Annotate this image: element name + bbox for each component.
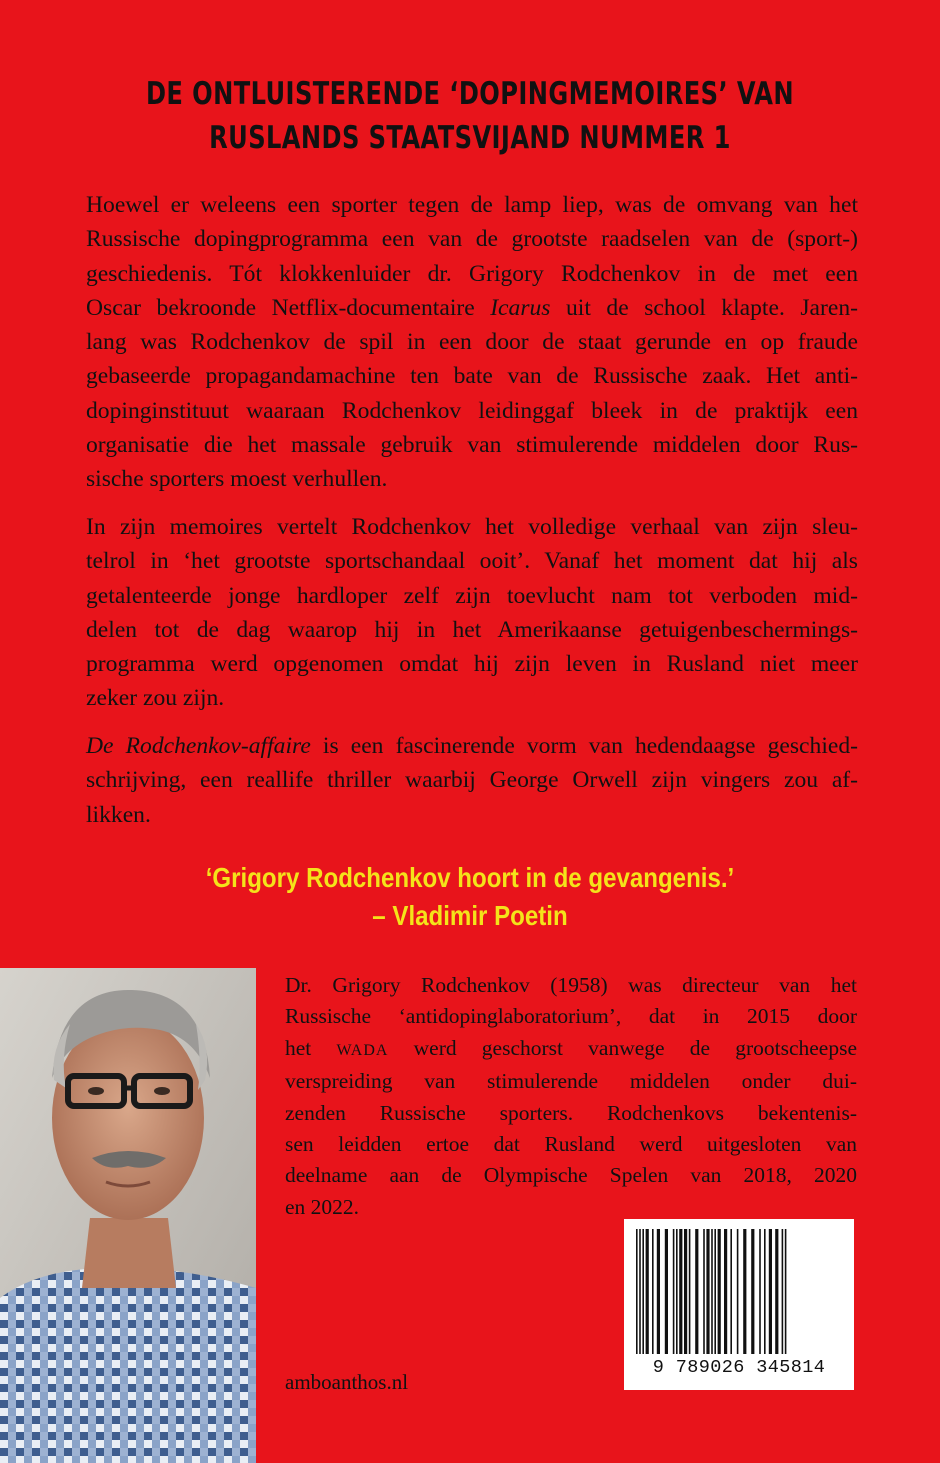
barcode-bars	[634, 1229, 844, 1354]
paragraph-memoir	[86, 510, 858, 716]
barcode-bar	[676, 1229, 678, 1354]
barcode-bar	[642, 1229, 644, 1354]
bio-line: en 2022.	[285, 1194, 360, 1219]
barcode-bar	[759, 1229, 761, 1354]
headline	[103, 72, 836, 160]
bio-line	[285, 1033, 857, 1066]
text-line: likken.	[86, 801, 151, 828]
wada-abbreviation: WADA	[336, 1041, 389, 1059]
text-line: telrol in ‘het grootste sportschandaal ooit’. Vanaf het moment dat hij als	[86, 548, 858, 575]
barcode-bar	[679, 1229, 682, 1354]
paragraph-summary	[86, 729, 858, 832]
author-photo	[0, 968, 256, 1463]
text-line: programma werd opgenomen omdat hij zijn leven in Rusland niet meer	[86, 651, 858, 678]
barcode-bar	[652, 1229, 654, 1354]
headline-line-2: RUSLANDS STAATSVIJAND NUMMER 1	[209, 120, 731, 156]
barcode-bar	[764, 1229, 766, 1354]
barcode-bar	[724, 1229, 727, 1354]
barcode-bar	[743, 1229, 746, 1354]
text-line: sische sporters moest verhullen.	[86, 466, 388, 493]
isbn-number: 9 789026 345814	[632, 1357, 846, 1378]
text-segment: uit de school klapte. Jaren-	[550, 294, 858, 321]
barcode-bar	[775, 1229, 778, 1354]
text-segment: is een fascinerende vorm van hedendaagse geschied-	[310, 733, 858, 759]
text-line: schrijving, een reallife thriller waarbij George Orwell zijn vingers zou af-	[86, 767, 858, 794]
text-line	[86, 291, 858, 325]
text-line: dopinginstituut waaraan Rodchenkov leidinggaf bleek in de praktijk een	[86, 397, 858, 424]
barcode-bar	[718, 1229, 721, 1354]
author-bio	[285, 970, 857, 1223]
barcode-bar	[782, 1229, 784, 1354]
text-line: Hoewel er weleens een sporter tegen de lamp liep, was de omvang van het	[86, 192, 858, 218]
bio-line: sen leidden ertoe dat Rusland werd uitgesloten van	[285, 1132, 857, 1157]
text-line: zeker zou zijn.	[86, 685, 225, 712]
barcode-bar	[737, 1229, 739, 1354]
bio-line: Russische ‘antidopinglaboratorium’, dat in 2015 door	[285, 1004, 857, 1029]
barcode-bar	[706, 1229, 709, 1354]
text-line: organisatie die het massale gebruik van stimulerende middelen door Rus-	[86, 432, 858, 459]
text-segment: het	[285, 1035, 337, 1060]
barcode-bar	[769, 1229, 772, 1354]
paragraph-intro	[86, 188, 858, 497]
book-title: De Rodchenkov-affaire	[86, 733, 311, 759]
barcode-bar	[673, 1229, 675, 1354]
headline-line-1: DE ONTLUISTERENDE ‘DOPINGMEMOIRES’ VAN	[145, 76, 795, 112]
text-line: delen tot de dag waarop hij in het Amerikaanse getuigenbeschermings-	[86, 616, 858, 643]
text-line: getalenteerde jonge hardloper zelf zijn toevlucht nam tot verboden mid-	[86, 582, 858, 609]
barcode-bar	[695, 1229, 698, 1354]
text-line: geschiedenis. Tót klokkenluider dr. Grigory Rodchenkov in de met een	[86, 260, 858, 287]
text-line: In zijn memoires vertelt Rodchenkov het volledige verhaal van zijn sleu-	[86, 514, 858, 540]
barcode-bar	[639, 1229, 641, 1354]
text-segment: Oscar bekroonde Netflix-documentaire	[86, 294, 491, 321]
text-line: Russische dopingprogramma een van de grootste raadselen van de (sport-)	[86, 226, 858, 253]
barcode-bar	[711, 1229, 713, 1354]
documentary-title: Icarus	[490, 294, 551, 321]
barcode-bar	[730, 1229, 732, 1354]
text-line: lang was Rodchenkov de spil in een door de staat gerunde en op fraude	[86, 329, 858, 356]
barcode-bar	[646, 1229, 649, 1354]
bio-line: Dr. Grigory Rodchenkov (1958) was directeur van het	[285, 973, 857, 997]
text-line: gebaseerde propagandamachine ten bate van de Russische zaak. Het anti-	[86, 363, 858, 390]
barcode-bar	[684, 1229, 687, 1354]
barcode-bar	[751, 1229, 754, 1354]
text-line	[86, 729, 858, 763]
barcode-bar	[714, 1229, 716, 1354]
publisher-website: amboanthos.nl	[285, 1370, 409, 1394]
barcode-bar	[689, 1229, 691, 1354]
quote-author: – Vladimir Poetin	[372, 900, 568, 931]
author-portrait-image	[0, 968, 256, 1463]
bio-line: verspreiding van stimulerende middelen onder dui-	[285, 1069, 857, 1094]
text-segment: werd geschorst vanwege de grootscheepse	[388, 1035, 857, 1060]
bio-line: zenden Russische sporters. Rodchenkovs bekentenis-	[285, 1100, 857, 1125]
barcode-bar	[785, 1229, 787, 1354]
bio-line: deelname aan de Olympische Spelen van 2018, 2020	[285, 1163, 857, 1188]
barcode	[624, 1219, 854, 1390]
barcode-bar	[665, 1229, 668, 1354]
barcode-bar	[703, 1229, 705, 1354]
barcode-bar	[657, 1229, 660, 1354]
quote-text: ‘Grigory Rodchenkov hoort in de gevangenis.’	[205, 862, 735, 893]
barcode-bar	[636, 1229, 638, 1354]
